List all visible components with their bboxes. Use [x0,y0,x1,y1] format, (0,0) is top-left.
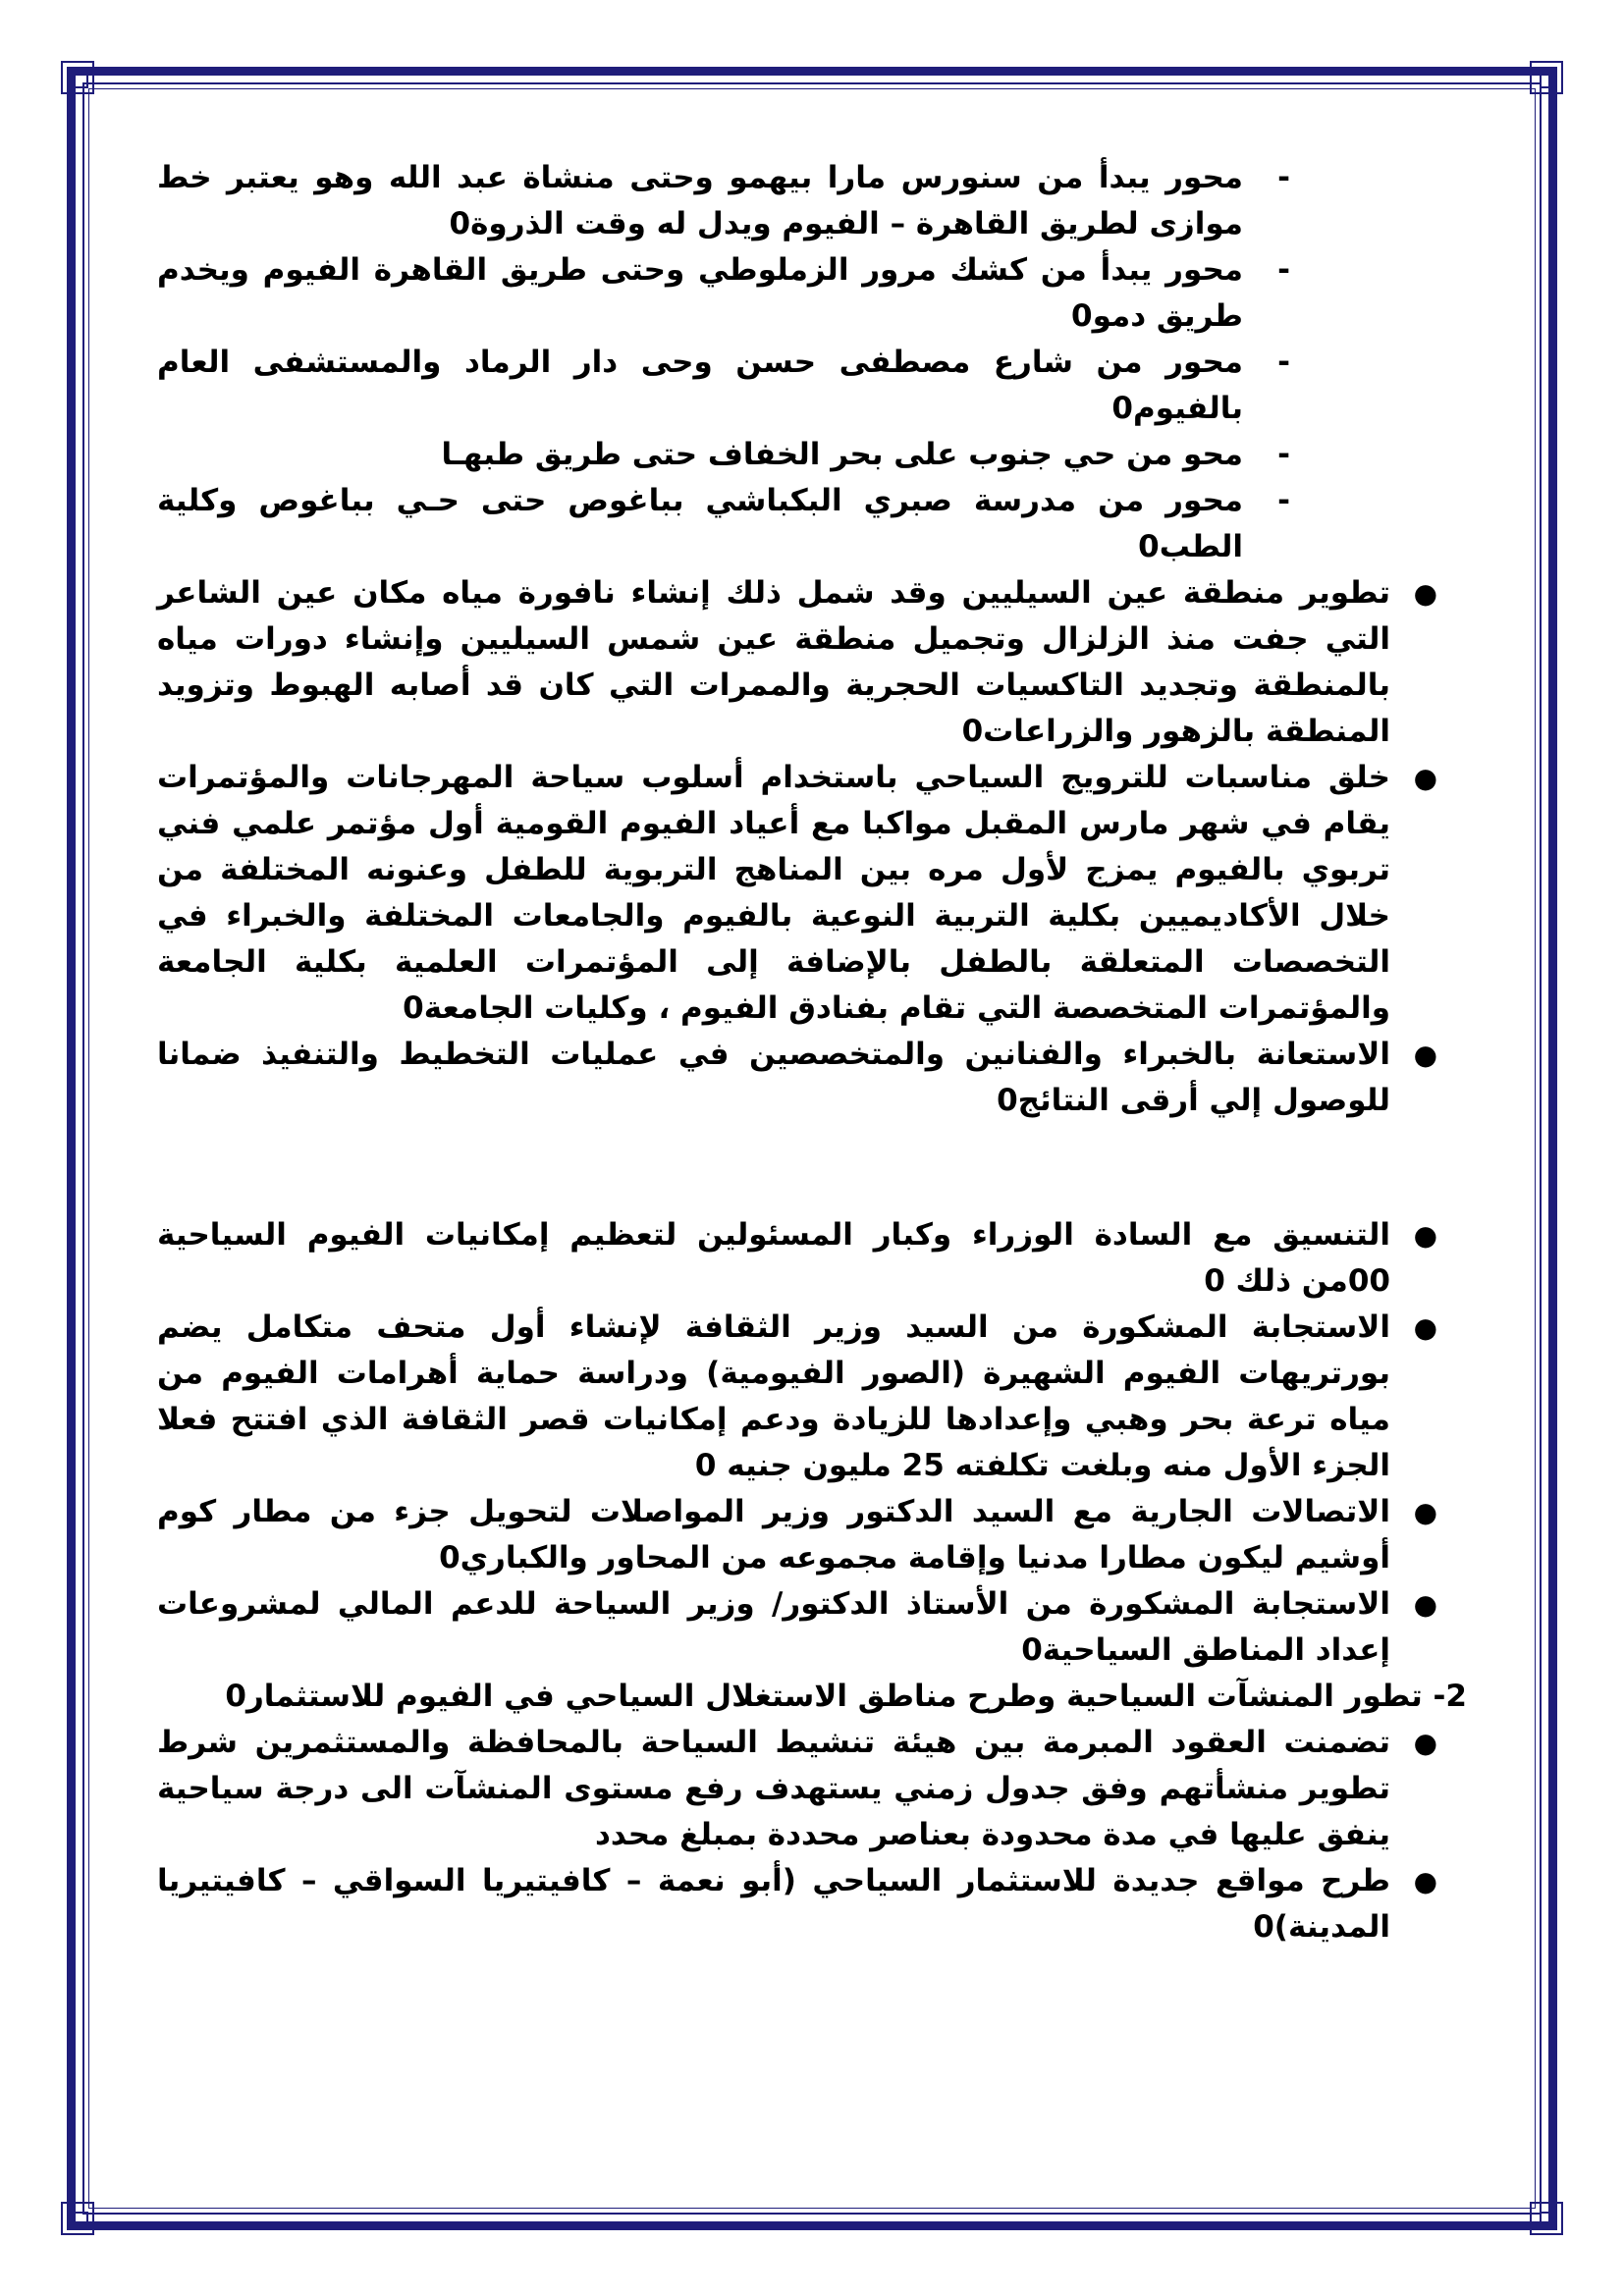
dash-marker: - [1277,345,1290,380]
bullet-icon: ● [1413,1496,1437,1528]
list-item-text: تطوير منطقة عين السيليين وقد شمل ذلك إنشاء نافورة مياه مكان عين الشاعر التي جفت منذ الزلزال وتجميل منطقة عين شمس السيليين وإنشاء دورات مياه بالمنطقة وتجديد التاكسيات الحجرية والممرات التي كان قد أصابه الهبوط وتزويد المنطقة بالزهور والزراعات0 [157,575,1390,749]
list-item [157,1489,1437,1581]
list-item-text: الاستجابة المشكورة من السيد وزير الثقافة لإنشاء أول متحف متكامل يضم بورتريهات الفيوم الشهيرة (الصور الفيومية) ودراسة حماية أهرامات الفيوم من مياه ترعة بحر وهبي وإعدادها للزيادة ودعم إمكانيات قصر الثقافة الذي افتتح فعلا الجزء الأول منه وبلغت تكلفته 25 مليون جنيه 0 [157,1309,1390,1483]
list-item-text: الاتصالات الجارية مع السيد الدكتور وزير المواصلات لتحويل جزء من مطار كوم أوشيم ليكون مطارا مدنيا وإقامة مجموعه من المحاور والكباري0 [157,1494,1390,1575]
border-corner-ornament [61,2202,94,2235]
list-item-text: خلق مناسبات للترويج السياحي باستخدام أسلوب سياحة المهرجانات والمؤتمرات يقام في شهر مارس المقبل مواكبا مع أعياد الفيوم القومية أول مؤتمر علمي فني تربوي بالفيوم يمزج لأول مره بين المناهج التربوية للطفل وعنونه المختلفة من خلال الأكاديميين بكلية التربية النوعية بالفيوم والجامعات المختلفة والخبراء في التخصصات المتعلقة بالطفل بالإضافة إلى المؤتمرات العلمية بكلية الجامعة والمؤتمرات المتخصصة التي تقام بفنادق الفيوم ، وكليات الجامعة0 [157,760,1390,1026]
list-item [157,570,1437,755]
list-item [157,432,1290,478]
list-item-text: الاستعانة بالخبراء والفنانين والمتخصصين في عمليات التخطيط والتنفيذ ضمانا للوصول إلي أرقى النتائج0 [157,1037,1390,1118]
list-item-text: محور من مدرسة صبري البكباشي بباغوص حتى حـي بباغوص وكلية الطب0 [157,483,1243,564]
list-item [157,1305,1437,1489]
dash-marker: - [1277,437,1290,472]
document-body [157,155,1467,1950]
list-item [157,1032,1437,1124]
bullet-icon: ● [1413,1727,1437,1759]
bullet-list-a [157,570,1437,1124]
border-corner-ornament [61,61,94,94]
dash-marker: - [1277,483,1290,518]
bullet-list-b [157,1212,1437,1674]
list-item-text: محو من حي جنوب على بحر الخفاف حتى طريق طبهـا [441,437,1243,472]
bullet-icon: ● [1413,1865,1437,1897]
dash-list [157,155,1369,570]
list-item [157,1581,1437,1674]
list-item [157,247,1290,340]
list-item-text: التنسيق مع السادة الوزراء وكبار المسئولين لتعظيم إمكانيات الفيوم السياحية 00من ذلك 0 [157,1217,1390,1299]
list-item [157,1212,1437,1305]
bullet-icon: ● [1413,1311,1437,1344]
list-item-text: طرح مواقع جديدة للاستثمار السياحي (أبو نعمة – كافيتيريا السواقي – كافيتيريا المدينة)0 [157,1863,1390,1945]
list-item [157,1720,1437,1858]
section-heading: 2- تطور المنشآت السياحية وطرح مناطق الاستغلال السياحي في الفيوم للاستثمار0 [225,1679,1467,1714]
list-item-text: محور من شارع مصطفى حسن وحى دار الرماد والمستشفى العام بالفيوم0 [157,345,1243,426]
bullet-icon: ● [1413,1039,1437,1071]
bullet-list-c [157,1720,1437,1950]
section-spacer [157,1124,1369,1212]
list-item [157,155,1290,247]
bullet-icon: ● [1413,1588,1437,1621]
dash-marker: - [1277,252,1290,288]
list-item [157,340,1290,432]
list-item-text: الاستجابة المشكورة من الأستاذ الدكتور/ وزير السياحة للدعم المالي لمشروعات إعداد المناطق السياحية0 [157,1586,1390,1668]
list-item-text: تضمنت العقود المبرمة بين هيئة تنشيط السياحة بالمحافظة والمستثمرين شرط تطوير منشأتهم وفق جدول زمني يستهدف رفع مستوى المنشآت الى درجة سياحية ينفق عليها في مدة محدودة بعناصر محددة بمبلغ محدد [157,1725,1390,1852]
list-item [157,478,1290,570]
border-corner-ornament [1530,61,1563,94]
list-item-text: محور يبدأ من كشك مرور الزملوطي وحتى طريق القاهرة الفيوم ويخدم طريق دمو0 [157,252,1243,334]
bullet-icon: ● [1413,762,1437,794]
bullet-icon: ● [1413,577,1437,610]
dash-marker: - [1277,160,1290,195]
list-item [157,755,1437,1032]
bullet-icon: ● [1413,1219,1437,1252]
list-item-text: محور يبدأ من سنورس مارا بيهمو وحتى منشاة عبد الله وهو يعتبر خط موازى لطريق القاهرة – الفيوم ويدل له وقت الذروة0 [157,160,1243,241]
border-corner-ornament [1530,2202,1563,2235]
list-item [157,1858,1437,1950]
